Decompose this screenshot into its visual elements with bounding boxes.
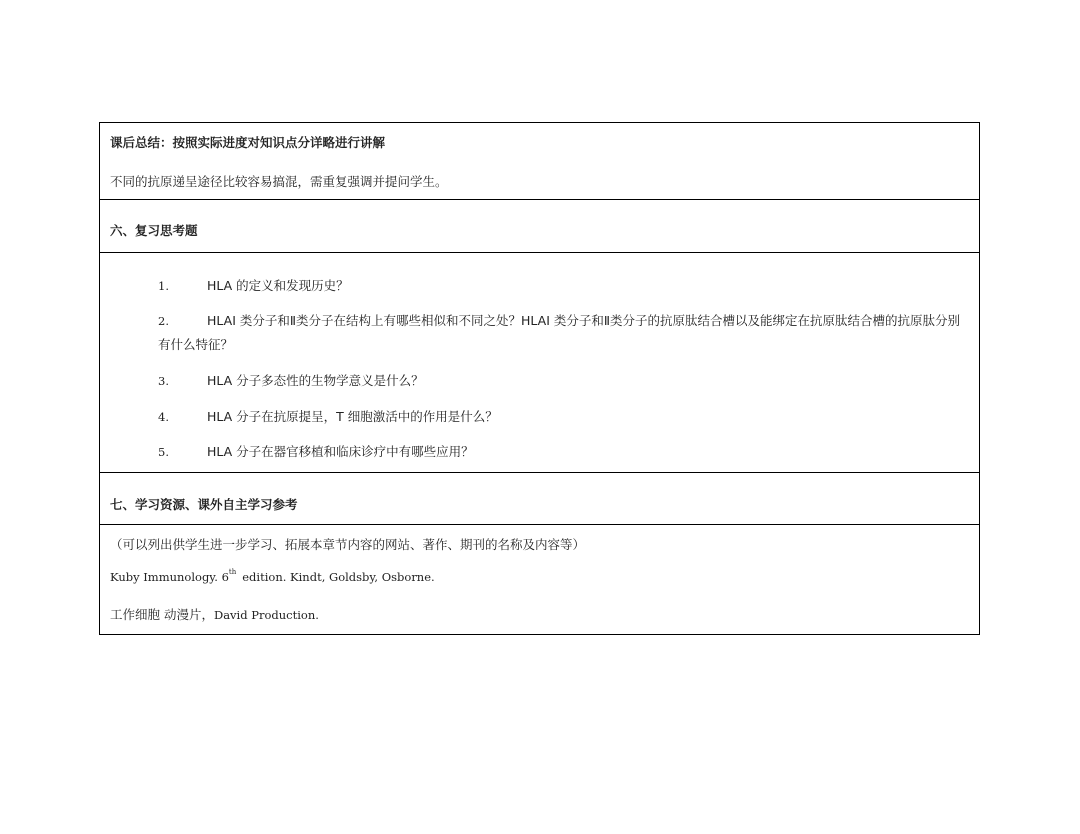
book-title: Kuby Immunology. 6 (110, 570, 229, 584)
film-title: 工作细胞 动漫片， (110, 607, 214, 622)
film-studio: David Production. (213, 608, 319, 622)
question-item (158, 274, 961, 298)
summary-cell (100, 123, 979, 200)
summary-text: 不同的抗原递呈途径比较容易搞混，需重复强调并提问学生。 (110, 174, 448, 189)
resources-cell (100, 525, 979, 634)
question-text: HLA 分子在器官移植和临床诊疗中有哪些应用？ (207, 444, 474, 459)
book-reference (110, 570, 435, 584)
question-number: 4. (158, 410, 169, 424)
question-item (158, 369, 961, 393)
section-7-title: 七、学习资源、课外自主学习参考 (110, 497, 298, 512)
question-item (158, 309, 961, 357)
section-6-title: 六、复习思考题 (110, 223, 198, 238)
summary-heading: 课后总结：按照实际进度对知识点分详略进行讲解 (110, 135, 386, 150)
question-text: HLA 的定义和发现历史？ (207, 278, 349, 293)
question-text: HLAI 类分子和Ⅱ类分子在结构上有哪些相似和不同之处？HLAI 类分子和Ⅱ类分子的抗原肽结合槽以及能绑定在抗原肽结合槽的抗原肽分别有什么特征？ (158, 313, 961, 352)
edition-superscript: th (228, 568, 237, 576)
book-authors: edition. Kindt, Goldsby, Osborne. (242, 570, 435, 584)
question-item (158, 405, 961, 429)
film-reference (110, 605, 319, 623)
lesson-table (99, 122, 980, 635)
question-number: 5. (158, 445, 169, 459)
question-number: 2. (158, 314, 169, 328)
question-number: 3. (158, 374, 169, 388)
question-text: HLA 分子多态性的生物学意义是什么？ (207, 373, 424, 388)
resources-note: （可以列出供学生进一步学习、拓展本章节内容的网站、著作、期刊的名称及内容等） (110, 537, 586, 552)
question-text: HLA 分子在抗原提呈，T 细胞激活中的作用是什么？ (207, 409, 498, 424)
review-questions (100, 253, 979, 473)
question-item (158, 440, 961, 464)
section-6-header (100, 200, 979, 253)
section-7-header (100, 473, 979, 525)
question-number: 1. (158, 279, 169, 293)
